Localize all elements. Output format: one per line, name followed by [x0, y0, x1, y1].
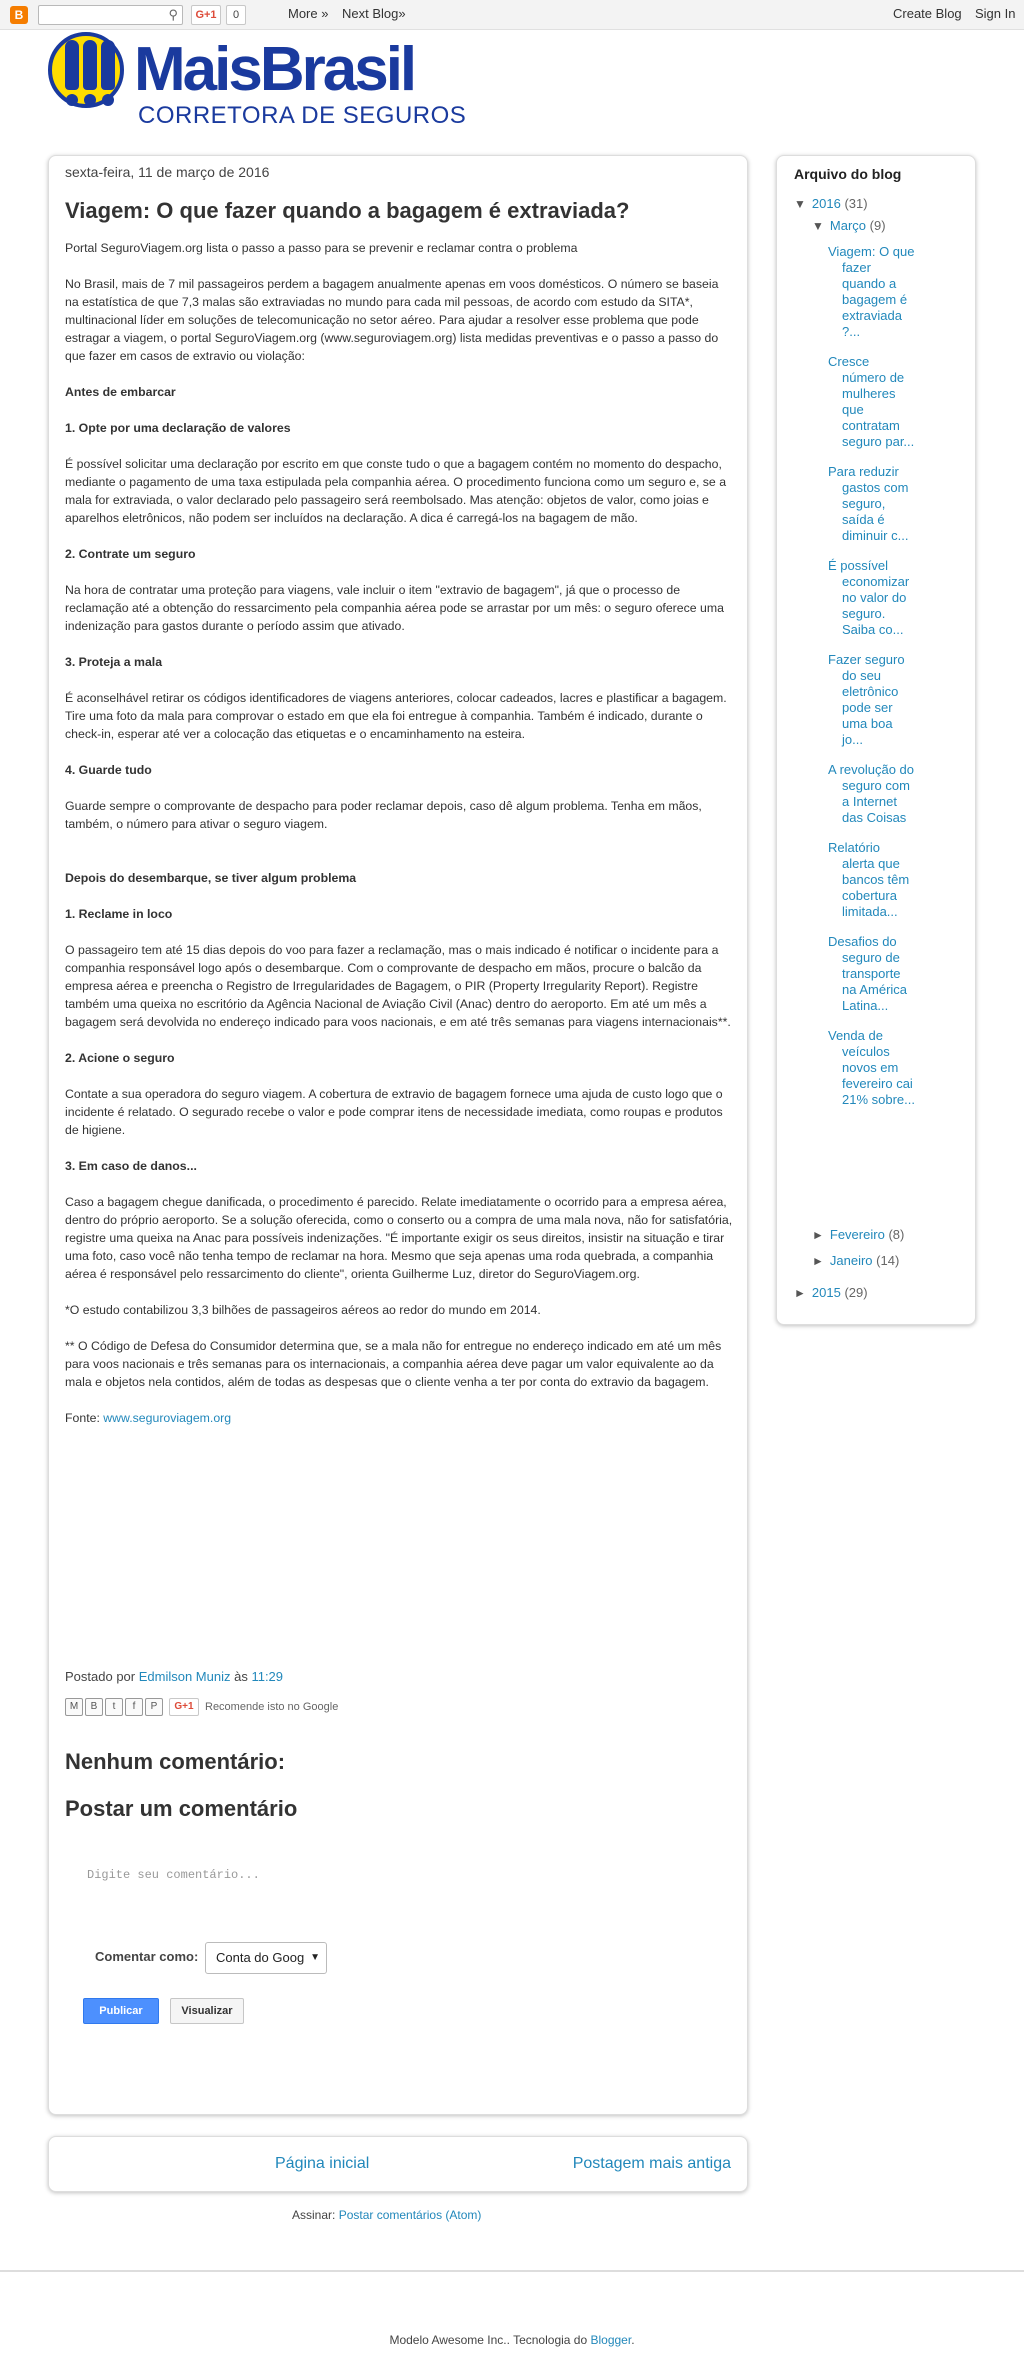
post-paragraph: No Brasil, mais de 7 mil passageiros perdem a bagagem anualmente apenas em voos domésticos. O número se baseia na estatística de que 7,3 malas são extraviadas no mundo para cada mil pessoas, de acordo com estudo da SITA*, multinacional líder em soluções de telecomunicação no setor aéreo. Para ajudar a resolver esse problema que pode estragar a viagem, o portal SeguroViagem.org (www.seguroviagem.org) lista medidas preventivas e o passo a passo do que fazer em casos de extravio ou violação: [65, 277, 719, 363]
post-source [65, 1409, 733, 1427]
step-heading: 3. Em caso de danos... [65, 1159, 197, 1173]
more-menu[interactable]: More » [288, 6, 329, 21]
archive-post-link[interactable]: Viagem: O que fazer quando a bagagem é extraviada ?... [828, 244, 915, 339]
archive-post-link[interactable]: Desafios do seguro de transporte na América Latina... [828, 934, 908, 1013]
archive-post-link[interactable]: É possível economizar no valor do seguro. Saiba co... [828, 558, 910, 637]
subscribe-label: Assinar: [292, 2208, 339, 2222]
blogger-navbar [0, 0, 1024, 30]
post-paragraph: Caso a bagagem chegue danificada, o procedimento é parecido. Relate imediatamente o ocorrido para a empresa aérea, dentro do próprio aeroporto. Se a solução oferecida, como o conserto ou a compra de uma mala nova, não for satisfatória, registre uma queixa na Anac para possíveis indenizações. "É importante exigir os seus direitos, insistir na situação e tirar uma foto, caso você não tenha tempo de reclamar na hora. Mesmo que seja apenas uma roda quebrada, a companhia aérea é responsável pelo ressarcimento do cliente", orienta Guilherme Luz, diretor do SeguroViagem.org. [65, 1195, 733, 1281]
post-footnote: ** O Código de Defesa do Consumidor determina que, se a mala não for entregue no endereço indicado em até um mês para voos nacionais e três semanas para os internacionais, a companhia aérea deve pagar um valor equivalente ao da mala e objetos nela contidos, além de todas as despesas que o cliente venha a ter por conta do extravio da bagagem. [65, 1339, 722, 1389]
year-2016-link[interactable]: 2016 [811, 196, 841, 211]
chevron-down-icon: ▼ [306, 1943, 320, 1973]
archive-post-link[interactable]: Para reduzir gastos com seguro, saída é diminuir c... [828, 464, 909, 543]
search-icon[interactable]: ⚲ [168, 7, 178, 22]
archive-post-link[interactable]: Cresce número de mulheres que contratam seguro par... [828, 354, 915, 449]
archive-post-link[interactable]: A revolução do seguro com a Internet das Coisas [828, 762, 915, 825]
month-count: (14) [876, 1253, 900, 1268]
blogthis-share-icon[interactable]: B [85, 1698, 103, 1716]
archive-post-list [828, 244, 916, 1122]
comment-as-value: Conta do Goog [216, 1950, 305, 1965]
attribution-text: Modelo Awesome Inc.. Tecnologia do [389, 2333, 591, 2347]
archive-post-link[interactable]: Relatório alerta que bancos têm cobertura limitada... [828, 840, 910, 919]
post-paragraph: Guarde sempre o comprovante de despacho para poder reclamar depois, caso dê algum problema. Tenha em mãos, também, o número para ativar o seguro viagem. [65, 799, 702, 831]
brand-name: MaisBrasil [134, 35, 415, 104]
month-count: (8) [888, 1227, 905, 1242]
source-label: Fonte: [65, 1411, 104, 1425]
month-february-link[interactable]: Fevereiro [829, 1227, 885, 1242]
preview-button[interactable]: Visualizar [170, 1998, 244, 2024]
main-post-panel [48, 155, 748, 2115]
step-heading: 4. Guarde tudo [65, 763, 152, 777]
source-link[interactable]: www.seguroviagem.org [103, 1411, 232, 1425]
month-count: (9) [869, 218, 886, 233]
subscribe-line [292, 2208, 481, 2222]
archive-year-2015 [794, 1285, 868, 1300]
post-time-link[interactable]: 11:29 [251, 1669, 284, 1684]
archive-month-march [812, 218, 886, 233]
publish-button[interactable]: Publicar [83, 1998, 159, 2024]
step-heading: 2. Acione o seguro [65, 1051, 175, 1065]
collapsed-toggle-icon[interactable]: ► [812, 1228, 824, 1242]
archive-month-february [812, 1227, 904, 1242]
month-january-link[interactable]: Janeiro [829, 1253, 873, 1268]
step-heading: 2. Contrate um seguro [65, 547, 196, 561]
section-heading: Antes de embarcar [65, 385, 176, 399]
archive-year-2016 [794, 196, 868, 211]
exclamation-logo-icon [48, 32, 124, 108]
post-paragraph: Na hora de contratar uma proteção para viagens, vale incluir o item "extravio de bagagem", já que o processo de reclamação até a obtenção do ressarcimento pela companhia aérea pode se arrastar por um mês: o seguro oferece uma indenização para gastos durante o período assim que ativado. [65, 583, 724, 633]
archive-post-link[interactable]: Fazer seguro do seu eletrônico pode ser uma boa jo... [828, 652, 905, 747]
post-footnote: *O estudo contabilizou 3,3 bilhões de passageiros aéreos ao redor do mundo em 2014. [65, 1303, 541, 1317]
post-paragraph: É aconselhável retirar os códigos identificadores de viagens anteriores, colocar cadeados, lacres e plastificar a bagagem. Tire uma foto da mala para comprovar o estado em que ela foi entregue à companhia. Também é indicado, durante o check-in, esperar até ver a colocação das etiquetas e o encaminhamento na esteira. [65, 691, 727, 741]
year-count: (29) [844, 1285, 868, 1300]
blog-archive-sidebar [776, 155, 976, 1325]
email-share-icon[interactable]: M [65, 1698, 83, 1716]
post-paragraph: O passageiro tem até 15 dias depois do voo para fazer a reclamação, mas o mais indicado é notificar o incidente para a companhia responsável logo após o desembarque. Com o comprovante de despacho em mãos, procure o balcão da empresa aérea e preencha o Registro de Irregularidades de Bagagem, o PIR (Property Irregularity Report). Registre também uma queixa no escritório da Agência Nacional de Aviação Civil (Anac) dentro do aeroporto. Em até um mês a bagagem será devolvida no endereço indicado para voos nacionais, e em até três semanas para viagens internacionais**. [65, 943, 731, 1029]
archive-month-january [812, 1253, 899, 1268]
expanded-toggle-icon[interactable]: ▼ [812, 219, 824, 233]
collapsed-toggle-icon[interactable]: ► [812, 1254, 824, 1268]
home-link[interactable]: Página inicial [275, 2155, 370, 2172]
brand-subtitle: CORRETORA DE SEGUROS [138, 102, 467, 129]
collapsed-toggle-icon[interactable]: ► [794, 1286, 806, 1300]
attribution [0, 2333, 1024, 2347]
month-march-link[interactable]: Março [829, 218, 867, 233]
post-paragraph: Contate a sua operadora do seguro viagem. A cobertura de extravio de bagagem fornece uma ajuda de custo logo que o incidente é relatado. O segurado recebe o valor e pode comprar itens de necessidade imediata, como roupas e produtos de higiene. [65, 1087, 723, 1137]
twitter-share-icon[interactable]: t [105, 1698, 123, 1716]
blogger-link[interactable]: Blogger [590, 2333, 632, 2347]
expanded-toggle-icon[interactable]: ▼ [794, 197, 806, 211]
sign-in-link[interactable]: Sign In [975, 6, 1016, 21]
gplus-button[interactable]: G+1 [191, 5, 221, 25]
gplus-share-button[interactable]: G+1 [169, 1698, 199, 1716]
blog-pager [48, 2136, 748, 2192]
step-heading: 3. Proteja a mala [65, 655, 163, 669]
post-body [65, 239, 733, 1445]
gplus-count: 0 [226, 5, 246, 25]
step-heading: 1. Opte por uma declaração de valores [65, 421, 291, 435]
recommend-text: Recomende isto no Google [205, 1701, 339, 1713]
footer-divider [0, 2270, 1024, 2272]
year-2015-link[interactable]: 2015 [811, 1285, 841, 1300]
facebook-share-icon[interactable]: f [125, 1698, 143, 1716]
atom-feed-link[interactable]: Postar comentários (Atom) [338, 2208, 482, 2222]
comment-as-select[interactable] [205, 1942, 327, 1974]
attribution-period: . [631, 2333, 635, 2347]
step-heading: 1. Reclame in loco [65, 907, 173, 921]
comment-as-label: Comentar como: [95, 1949, 199, 1964]
archive-title: Arquivo do blog [794, 166, 902, 182]
archive-post-link[interactable]: Venda de veículos novos em fevereiro cai 21% sobre... [828, 1028, 915, 1107]
section-heading: Depois do desembarque, se tiver algum problema [65, 871, 357, 885]
pinterest-share-icon[interactable]: P [145, 1698, 163, 1716]
blogger-logo-icon[interactable]: B [10, 6, 28, 24]
older-post-link[interactable]: Postagem mais antiga [572, 2155, 731, 2172]
post-title: Viagem: O que fazer quando a bagagem é extraviada? [65, 198, 630, 223]
post-paragraph: É possível solicitar uma declaração por escrito em que conste tudo o que a bagagem contém no momento do despacho, mediante o pagamento de uma taxa estipulada pela companhia aérea. O procedimento funciona como um seguro e, se a mala for extraviada, o valor declarado pelo passageiro será reembolsado. Mas atenção: objetos de valor, como joias e aparelhos eletrônicos, não podem ser incluídos na declaração. A dica é carregá-los na bagagem de mão. [65, 457, 727, 525]
author-link[interactable]: Edmilson Muniz [138, 1669, 231, 1684]
post-comment-title: Postar um comentário [65, 1796, 298, 1821]
posted-by-label: Postado por [65, 1669, 139, 1684]
site-header-logo[interactable] [48, 32, 467, 132]
post-footer [65, 1669, 283, 1684]
year-count: (31) [844, 196, 868, 211]
comment-textarea[interactable]: Digite seu comentário... [87, 1868, 260, 1882]
post-intro: Portal SeguroViagem.org lista o passo a passo para se prevenir e reclamar contra o problema [65, 241, 578, 255]
navbar-search-input[interactable] [38, 5, 183, 25]
no-comments-title: Nenhum comentário: [65, 1749, 286, 1774]
at-label: às [230, 1669, 252, 1684]
post-date: sexta-feira, 11 de março de 2016 [65, 164, 270, 180]
next-blog-link[interactable]: Next Blog» [342, 6, 406, 21]
create-blog-link[interactable]: Create Blog [893, 6, 962, 21]
share-buttons [65, 1698, 733, 1718]
